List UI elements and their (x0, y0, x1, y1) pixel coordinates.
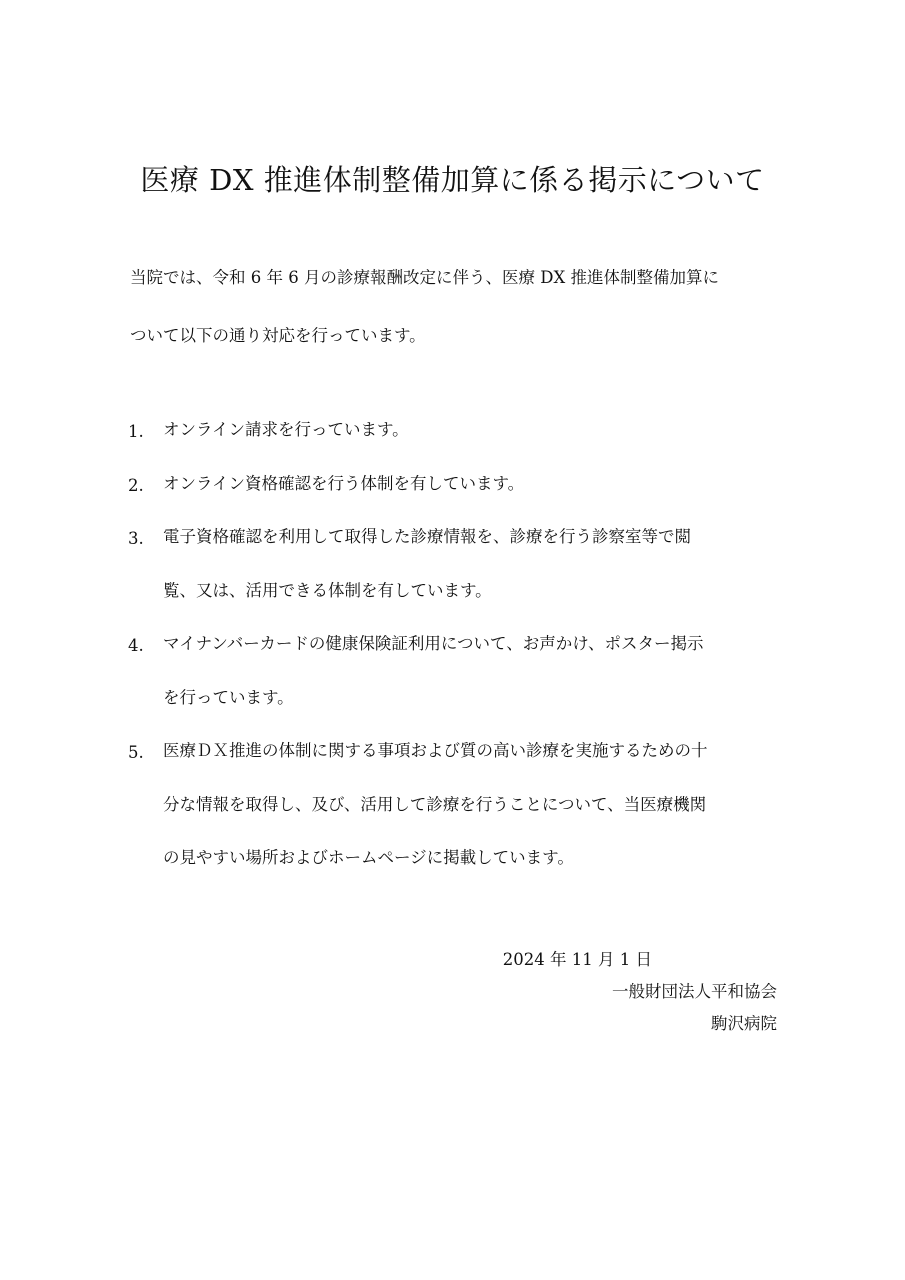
list-item-text: 医療ＤＸ推進の体制に関する事項および質の高い診療を実施するための十 (163, 741, 708, 760)
list-item-text: 分な情報を取得し、及び、活用して診療を行うことについて、当医療機関 (163, 794, 707, 814)
document-title: 医療 DX 推進体制整備加算に係る掲示について (140, 163, 765, 197)
signature-block (503, 944, 777, 1040)
intro-paragraph (130, 249, 780, 365)
list-item-number: 1. (128, 422, 144, 441)
list-item-text: の見やすい場所およびホームページに掲載しています。 (163, 848, 574, 867)
list-item-text: を行っています。 (163, 687, 294, 707)
list-item-text: オンライン資格確認を行う体制を有しています。 (163, 473, 525, 493)
list-item (128, 617, 788, 724)
intro-line: 当院では、令和 6 年 6 月の診療報酬改定に伴う、医療 DX 推進体制整備加算に (130, 268, 719, 287)
list-item (128, 457, 788, 511)
list-item-number: 2. (128, 475, 144, 495)
list-item (128, 724, 788, 885)
list-item (128, 403, 788, 457)
list-item-number: 4. (128, 636, 144, 655)
list-item (128, 510, 788, 617)
list-item-text: マイナンバーカードの健康保険証利用について、お声かけ、ポスター掲示 (163, 634, 704, 653)
signature-hospital: 駒沢病院 (711, 1014, 777, 1033)
measures-list (128, 403, 788, 885)
list-item-number: 3. (128, 529, 144, 548)
intro-line: ついて以下の通り対応を行っています。 (130, 326, 426, 345)
list-item-text: 電子資格確認を利用して取得した診療情報を、診療を行う診察室等で閲 (163, 527, 691, 546)
list-item-text: オンライン請求を行っています。 (163, 420, 409, 439)
signature-organization: 一般財団法人平和協会 (612, 982, 777, 1001)
list-item-number: 5. (128, 743, 144, 762)
list-item-text: 覧、又は、活用できる体制を有しています。 (163, 580, 492, 600)
signature-date: 2024 年 11 月 1 日 (502, 950, 652, 969)
